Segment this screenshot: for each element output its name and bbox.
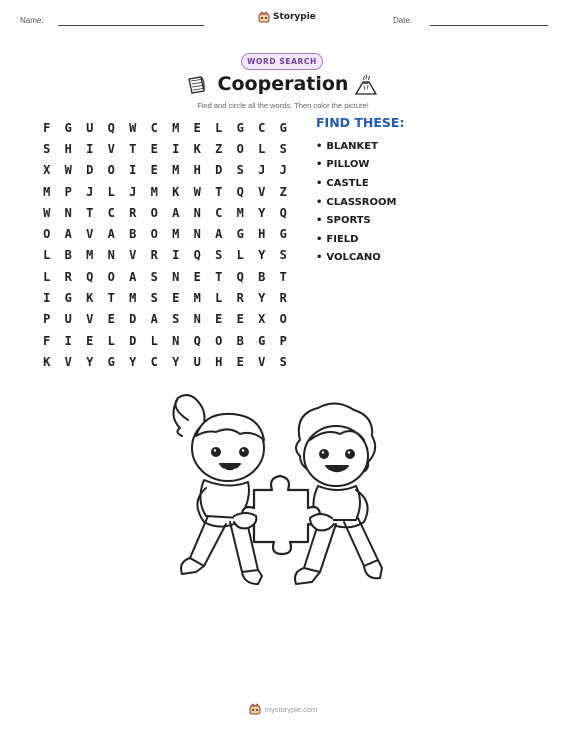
grid-cell[interactable]: L [236, 248, 244, 263]
grid-row [36, 117, 294, 138]
grid-cell[interactable]: Q [236, 269, 244, 284]
grid-cell[interactable]: L [43, 269, 51, 284]
grid-cell[interactable]: L [43, 248, 51, 263]
grid-cell[interactable]: A [129, 269, 137, 284]
grid-cell[interactable]: X [43, 163, 51, 178]
grid-cell[interactable]: V [107, 141, 115, 156]
grid-cell[interactable]: N [172, 333, 180, 348]
grid-cell[interactable]: A [64, 227, 72, 242]
grid-cell[interactable]: V [258, 354, 266, 369]
bullet: • [316, 233, 323, 245]
grid-cell[interactable]: E [150, 141, 158, 156]
word-list-item [316, 193, 396, 212]
grid-cell[interactable]: B [129, 227, 137, 242]
grid-cell[interactable]: H [215, 354, 223, 369]
grid-cell[interactable]: P [64, 184, 72, 199]
grid-cell[interactable]: E [236, 354, 244, 369]
grid-cell[interactable]: U [64, 312, 72, 327]
grid-row [36, 309, 294, 330]
grid-cell[interactable]: Z [279, 184, 287, 199]
grid-row [36, 202, 294, 223]
grid-cell[interactable]: S [150, 269, 158, 284]
grid-cell[interactable]: M [172, 120, 180, 135]
grid-row [36, 223, 294, 244]
grid-cell[interactable]: P [43, 312, 51, 327]
grid-cell[interactable]: G [279, 120, 287, 135]
grid-cell[interactable]: J [258, 163, 266, 178]
grid-cell[interactable]: S [279, 248, 287, 263]
kids-holding-puzzle-piece-illustration[interactable] [160, 390, 406, 604]
grid-cell[interactable]: F [43, 120, 51, 135]
grid-cell[interactable]: Y [129, 354, 137, 369]
grid-cell[interactable]: W [193, 184, 201, 199]
grid-cell[interactable]: E [236, 312, 244, 327]
grid-cell[interactable]: E [193, 120, 201, 135]
word-list-item [316, 156, 396, 175]
grid-cell[interactable]: O [150, 227, 158, 242]
brand [258, 11, 316, 23]
grid-cell[interactable]: G [236, 227, 244, 242]
grid-cell[interactable]: A [107, 227, 115, 242]
storypie-logo-icon [249, 703, 261, 715]
grid-cell[interactable]: H [258, 227, 266, 242]
grid-cell[interactable]: Y [86, 354, 94, 369]
word-list-item [316, 174, 396, 193]
grid-cell[interactable]: K [43, 354, 51, 369]
grid-cell[interactable]: I [172, 248, 180, 263]
volcano-icon [354, 73, 378, 97]
grid-cell[interactable]: T [107, 291, 115, 306]
grid-cell[interactable]: J [86, 184, 94, 199]
grid-cell[interactable]: M [150, 184, 158, 199]
grid-cell[interactable]: M [172, 227, 180, 242]
grid-cell[interactable]: W [64, 163, 72, 178]
grid-cell[interactable]: O [279, 312, 287, 327]
name-label: Name: [20, 16, 44, 25]
word-label: CASTLE [326, 177, 369, 189]
grid-cell[interactable]: M [236, 205, 244, 220]
grid-cell[interactable]: J [129, 184, 137, 199]
grid-cell[interactable]: G [64, 120, 72, 135]
grid-cell[interactable]: E [150, 163, 158, 178]
grid-cell[interactable]: L [107, 184, 115, 199]
grid-cell[interactable]: T [215, 184, 223, 199]
grid-cell[interactable]: L [258, 141, 266, 156]
grid-cell[interactable]: L [215, 291, 223, 306]
find-these-heading: FIND THESE: [316, 115, 405, 130]
grid-cell[interactable]: N [64, 205, 72, 220]
grid-cell[interactable]: T [279, 269, 287, 284]
grid-cell[interactable]: T [215, 269, 223, 284]
grid-cell[interactable]: H [193, 163, 201, 178]
grid-cell[interactable]: Q [193, 248, 201, 263]
grid-cell[interactable]: E [86, 333, 94, 348]
grid-cell[interactable]: T [129, 141, 137, 156]
grid-cell[interactable]: O [236, 141, 244, 156]
grid-cell[interactable]: B [64, 248, 72, 263]
grid-row [36, 287, 294, 308]
grid-cell[interactable]: V [86, 227, 94, 242]
bullet: • [316, 196, 323, 208]
grid-cell[interactable]: Q [193, 333, 201, 348]
grid-cell[interactable]: N [193, 312, 201, 327]
grid-cell[interactable]: S [43, 141, 51, 156]
grid-cell[interactable]: G [64, 291, 72, 306]
instructions: Find and circle all the words. Then color the picture! [197, 101, 369, 110]
grid-cell[interactable]: Z [215, 141, 223, 156]
grid-cell[interactable]: S [279, 354, 287, 369]
grid-cell[interactable]: U [193, 354, 201, 369]
grid-cell[interactable]: A [172, 205, 180, 220]
letter-grid[interactable] [36, 117, 294, 373]
grid-cell[interactable]: W [43, 205, 51, 220]
bullet: • [316, 252, 323, 264]
grid-cell[interactable]: Y [172, 354, 180, 369]
grid-cell[interactable]: M [86, 248, 94, 263]
grid-cell[interactable]: G [279, 227, 287, 242]
bullet: • [316, 140, 323, 152]
grid-cell[interactable]: O [215, 333, 223, 348]
grid-cell[interactable]: L [215, 120, 223, 135]
bullet: • [316, 177, 323, 189]
name-field-line[interactable] [58, 25, 204, 26]
grid-cell[interactable]: D [129, 333, 137, 348]
word-label: CLASSROOM [326, 196, 397, 208]
grid-cell[interactable]: J [279, 163, 287, 178]
grid-cell[interactable]: G [236, 120, 244, 135]
grid-cell[interactable]: K [193, 141, 201, 156]
grid-row [36, 266, 294, 287]
grid-cell[interactable]: S [150, 291, 158, 306]
word-label: PILLOW [326, 159, 370, 171]
grid-cell[interactable]: Q [279, 205, 287, 220]
word-list-item [316, 249, 396, 268]
grid-cell[interactable]: L [107, 333, 115, 348]
grid-cell[interactable]: R [129, 205, 137, 220]
word-label: FIELD [326, 233, 359, 245]
grid-cell[interactable]: E [172, 291, 180, 306]
title-row [0, 72, 566, 100]
word-label: BLANKET [326, 140, 378, 152]
grid-cell[interactable]: C [215, 205, 223, 220]
word-list-item [316, 230, 396, 249]
grid-cell[interactable]: O [150, 205, 158, 220]
grid-row [36, 330, 294, 351]
grid-cell[interactable]: B [258, 269, 266, 284]
grid-cell[interactable]: Q [86, 269, 94, 284]
header [0, 10, 566, 34]
grid-cell[interactable]: E [193, 269, 201, 284]
grid-cell[interactable]: N [193, 205, 201, 220]
grid-cell[interactable]: N [172, 269, 180, 284]
footer [0, 703, 566, 715]
word-list [316, 137, 396, 267]
date-field-line[interactable] [430, 25, 548, 26]
grid-cell[interactable]: K [86, 291, 94, 306]
grid-cell[interactable]: X [258, 312, 266, 327]
grid-cell[interactable]: R [236, 291, 244, 306]
grid-cell[interactable]: V [258, 184, 266, 199]
grid-cell[interactable]: N [193, 227, 201, 242]
grid-cell[interactable]: Q [107, 120, 115, 135]
brand-name: Storypie [273, 12, 316, 22]
grid-cell[interactable]: Q [236, 184, 244, 199]
page-title: Cooperation [217, 73, 349, 95]
grid-cell[interactable]: I [86, 141, 94, 156]
grid-cell[interactable]: V [64, 354, 72, 369]
grid-cell[interactable]: V [86, 312, 94, 327]
grid-cell[interactable]: A [150, 312, 158, 327]
grid-cell[interactable]: R [279, 291, 287, 306]
grid-cell[interactable]: M [172, 163, 180, 178]
grid-cell[interactable]: C [107, 205, 115, 220]
footer-url[interactable]: mystorypie.com [264, 704, 318, 714]
grid-cell[interactable]: D [215, 163, 223, 178]
grid-cell[interactable]: U [86, 120, 94, 135]
word-list-item [316, 137, 396, 156]
grid-cell[interactable]: C [150, 120, 158, 135]
grid-cell[interactable]: F [43, 333, 51, 348]
grid-cell[interactable]: O [107, 269, 115, 284]
grid-cell[interactable]: I [172, 141, 180, 156]
grid-cell[interactable]: S [172, 312, 180, 327]
date-label: Date: [393, 16, 413, 25]
grid-cell[interactable]: O [107, 163, 115, 178]
grid-cell[interactable]: W [129, 120, 137, 135]
grid-row [36, 245, 294, 266]
grid-cell[interactable]: G [107, 354, 115, 369]
grid-cell[interactable]: Y [258, 205, 266, 220]
grid-row [36, 160, 294, 181]
grid-cell[interactable]: C [258, 120, 266, 135]
grid-cell[interactable]: P [279, 333, 287, 348]
grid-row [36, 351, 294, 372]
grid-cell[interactable]: S [236, 163, 244, 178]
grid-cell[interactable]: R [64, 269, 72, 284]
grid-cell[interactable]: K [172, 184, 180, 199]
grid-cell[interactable]: S [279, 141, 287, 156]
grid-cell[interactable]: M [43, 184, 51, 199]
grid-cell[interactable]: G [258, 333, 266, 348]
grid-cell[interactable]: H [64, 141, 72, 156]
word-label: VOLCANO [326, 252, 381, 264]
grid-cell[interactable]: O [43, 227, 51, 242]
grid-cell[interactable]: R [150, 248, 158, 263]
grid-row [36, 138, 294, 159]
grid-cell[interactable]: T [86, 205, 94, 220]
storypie-logo-icon [258, 11, 270, 23]
grid-cell[interactable]: C [150, 354, 158, 369]
grid-cell[interactable]: D [129, 312, 137, 327]
grid-row [36, 181, 294, 202]
grid-cell[interactable]: V [129, 248, 137, 263]
word-search-badge: WORD SEARCH [241, 53, 323, 70]
grid-cell[interactable]: A [215, 227, 223, 242]
grid-cell[interactable]: I [43, 291, 51, 306]
word-label: SPORTS [326, 215, 371, 227]
grid-cell[interactable]: M [193, 291, 201, 306]
grid-cell[interactable]: I [64, 333, 72, 348]
word-list-item [316, 211, 396, 230]
grid-cell[interactable]: Y [258, 291, 266, 306]
bullet: • [316, 215, 323, 227]
grid-cell[interactable]: S [215, 248, 223, 263]
grid-cell[interactable]: L [150, 333, 158, 348]
grid-cell[interactable]: N [107, 248, 115, 263]
grid-cell[interactable]: E [107, 312, 115, 327]
grid-cell[interactable]: I [129, 163, 137, 178]
grid-cell[interactable]: Y [258, 248, 266, 263]
grid-cell[interactable]: B [236, 333, 244, 348]
grid-cell[interactable]: D [86, 163, 94, 178]
grid-cell[interactable]: E [215, 312, 223, 327]
grid-cell[interactable]: M [129, 291, 137, 306]
bullet: • [316, 159, 323, 171]
